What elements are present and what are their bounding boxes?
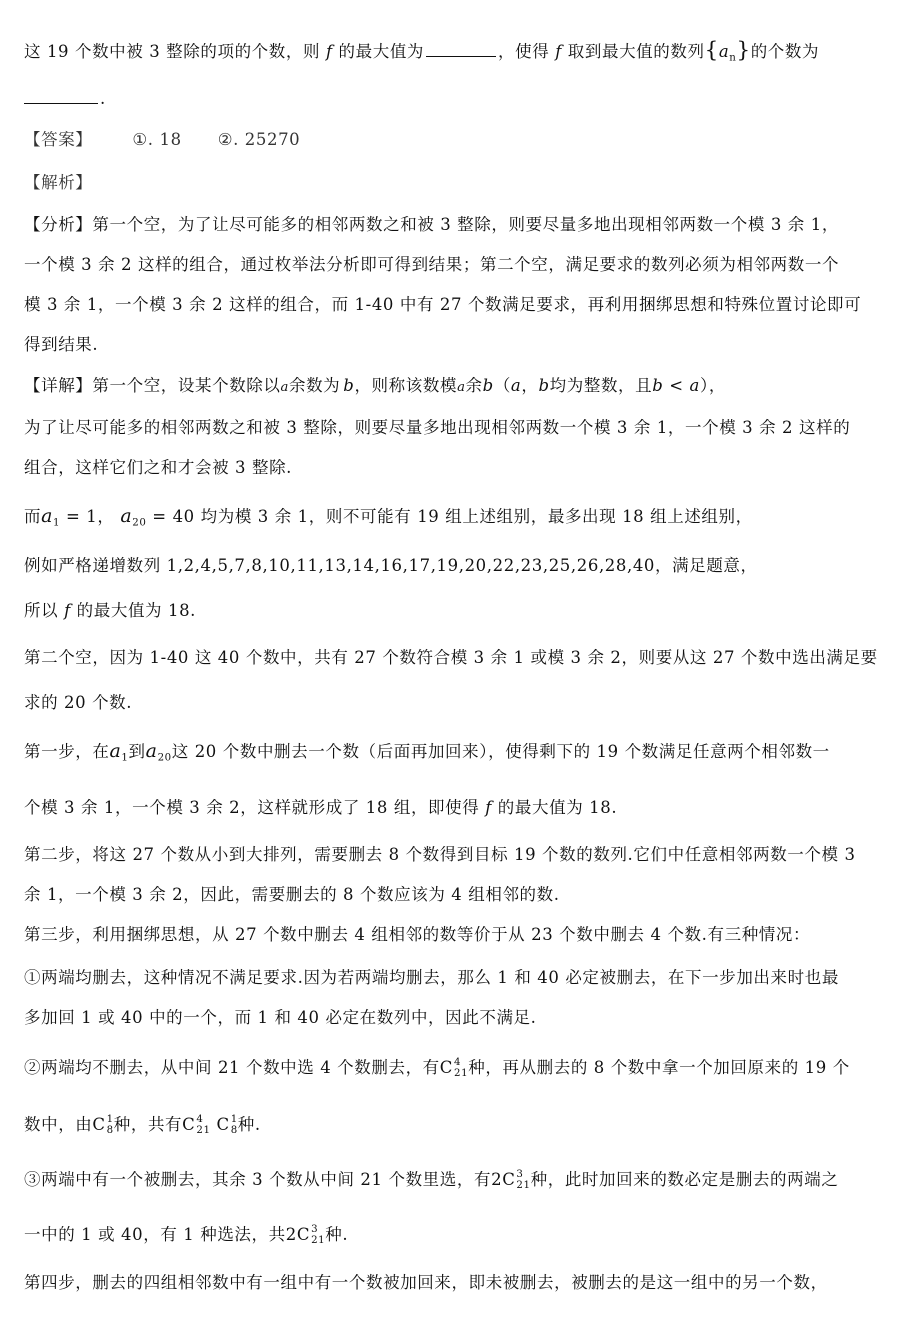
text: 均为模 3 余 1，则不可能有 19 组上述组别，最多出现 18 组上述组别，	[200, 507, 753, 526]
math-sup: 3	[311, 1223, 319, 1235]
case1-line-2	[24, 1005, 884, 1031]
text: 取到最大值的数列	[567, 42, 705, 61]
math-eq: = 1	[60, 507, 98, 526]
text: 第三步，利用捆绑思想，从 27 个数中删去 4 组相邻的数等价于从 23 个数中删去 4 个数.有三种情况：	[24, 925, 811, 944]
math-sub: 21	[196, 1124, 211, 1136]
math-comb: C	[502, 1170, 516, 1189]
math-b: b	[538, 376, 550, 395]
math-a: a	[145, 740, 158, 762]
text: 余 1，一个模 3 余 2，因此，需要删去的 8 个数应该为 4 组相邻的数.	[24, 885, 560, 904]
text: .	[100, 89, 106, 108]
text: 例如严格递增数列 1,2,4,5,7,8,10,11,13,14,16,17,19,20,22,23,25,26,28,40，满足题意，	[24, 556, 758, 575]
math-sub: n	[729, 52, 737, 64]
math-b: b	[652, 376, 664, 395]
math-eq: = 40	[146, 507, 195, 526]
text: 【详解】第一个空，设某个数除以	[24, 376, 281, 395]
math-sub: 21	[311, 1234, 326, 1246]
case2-line-2	[24, 1112, 884, 1138]
math-comb: C	[296, 1225, 311, 1244]
text: 均为整数，且	[549, 376, 653, 395]
math-a: a	[120, 505, 133, 527]
math-comb: C	[439, 1058, 454, 1077]
text: ，则称该数模	[354, 376, 458, 395]
step2-line-1	[24, 842, 884, 868]
text: ，	[97, 507, 115, 526]
text: 余数为	[288, 376, 341, 395]
math-f: f	[64, 601, 71, 620]
step4-line	[24, 1270, 884, 1296]
math-b: b	[482, 376, 494, 395]
text: 一中的 1 或 40，有 1 种选法，共	[24, 1225, 286, 1244]
math-a: a	[41, 505, 54, 527]
p4-line	[24, 553, 884, 579]
math-sup: 4	[454, 1056, 462, 1068]
question-line-2	[24, 86, 884, 112]
text: 种，共有	[113, 1115, 183, 1134]
text: 第一步，在	[24, 742, 110, 761]
math-comb-indices	[454, 1058, 468, 1079]
analysis-tag	[24, 170, 884, 196]
step1-line-1	[24, 738, 884, 772]
math-a: a	[457, 380, 466, 395]
math-sub: 20	[132, 517, 147, 529]
text: 模 3 余 1，一个模 3 余 2 这样的组合，而 1-40 中有 27 个数满足要求，再利用捆绑思想和特殊位置讨论即可	[24, 295, 862, 314]
text: ③两端中有一个被删去，其余 3 个数从中间 21 个数里选，有	[24, 1170, 492, 1189]
case3-line-2	[24, 1222, 884, 1248]
math-sup: 3	[516, 1168, 524, 1180]
math-f: f	[555, 42, 562, 61]
answer-2: ②. 25270	[217, 130, 301, 149]
step1-line-2	[24, 795, 884, 821]
text: 种.	[237, 1115, 261, 1134]
math-sub: 8	[230, 1124, 238, 1136]
xiangjie-line	[24, 373, 884, 401]
math-lt: <	[663, 376, 690, 395]
text: 个模 3 余 1，一个模 3 余 2，这样就形成了 18 组，即使得	[24, 798, 480, 817]
text: ②两端均不删去，从中间 21 个数中选 4 个数删去，有	[24, 1058, 440, 1077]
text: 求的 20 个数.	[24, 693, 133, 712]
math-coef: 2	[285, 1225, 297, 1244]
text: 种，此时加回来的数必定是删去的两端之	[530, 1170, 839, 1189]
text: ①两端均删去，这种情况不满足要求.因为若两端均删去，那么 1 和 40 必定被删去，在下一步加出来时也最	[24, 968, 839, 987]
step3-line	[24, 922, 884, 948]
case2-line-1	[24, 1055, 884, 1081]
text: 的最大值为 18.	[497, 798, 618, 817]
p6-line-2	[24, 690, 884, 716]
text: 这 20 个数中删去一个数（后面再加回来），使得剩下的 19 个数满足任意两个相邻数一	[171, 742, 830, 761]
math-a: a	[718, 42, 730, 61]
math-comb-indices	[231, 1115, 238, 1136]
fenxi-line-2	[24, 252, 884, 278]
math-comb: C	[182, 1115, 196, 1134]
math-a: a	[280, 380, 289, 395]
text: ，	[521, 376, 539, 395]
math-a: a	[109, 740, 122, 762]
text: 第四步，删去的四组相邻数中有一组中有一个数被加回来，即未被删去，被删去的是这一组中的另一个数，	[24, 1273, 828, 1292]
step2-line-2	[24, 882, 884, 908]
math-comb: C	[92, 1115, 106, 1134]
fenxi-line-1	[24, 212, 884, 238]
text: 一个模 3 余 2 这样的组合，通过枚举法分析即可得到结果；第二个空，满足要求的数列必须为相邻两数一个	[24, 255, 840, 274]
text: 这 19 个数中被 3 整除的项的个数，则	[24, 42, 321, 61]
fenxi-line-3	[24, 292, 884, 318]
p5-line	[24, 598, 884, 624]
p2-line-1	[24, 415, 884, 441]
math-sub: 21	[454, 1067, 469, 1079]
answer-1: ①. 18	[132, 130, 182, 149]
text: 第二步，将这 27 个数从小到大排列，需要删去 8 个数得到目标 19 个数的数列.它们中任意相邻两数一个模 3	[24, 845, 856, 864]
math-brace: {	[704, 38, 719, 63]
math-comb-indices	[311, 1225, 325, 1246]
math-comb-indices	[516, 1170, 530, 1191]
text: 种.	[325, 1225, 349, 1244]
text: 种，再从删去的 8 个数中拿一个加回原来的 19 个	[468, 1058, 850, 1077]
answer-blank-2	[24, 87, 98, 104]
math-sub: 1	[121, 752, 129, 764]
text: 第二个空，因为 1-40 这 40 个数中，共有 27 个数符合模 3 余 1 或模 3 余 2，则要从这 27 个数中选出满足要	[24, 648, 878, 667]
answer-line	[24, 127, 884, 153]
text: 【解析】	[24, 173, 93, 192]
math-a: a	[510, 376, 522, 395]
p3-line	[24, 503, 884, 537]
text: 得到结果.	[24, 335, 99, 354]
case3-line-1	[24, 1167, 884, 1193]
math-brace: }	[736, 38, 751, 63]
math-f: f	[325, 42, 333, 61]
text: 多加回 1 或 40 中的一个，而 1 和 40 必定在数列中，因此不满足.	[24, 1008, 537, 1027]
text: 而	[24, 507, 42, 526]
text: ，使得	[498, 42, 550, 61]
text: 的最大值为	[338, 42, 425, 61]
math-comb-indices	[196, 1115, 210, 1136]
p2-line-2	[24, 455, 884, 481]
text: 【分析】第一个空，为了让尽可能多的相邻两数之和被 3 整除，则要尽量多地出现相邻两数一个模 3 余 1，	[24, 215, 839, 234]
text: 数中，由	[24, 1115, 93, 1134]
math-sub: 1	[53, 517, 61, 529]
math-sub: 8	[106, 1124, 114, 1136]
math-coef: 2	[491, 1170, 503, 1189]
text: 所以	[24, 601, 59, 620]
text: 的个数为	[750, 42, 820, 61]
answer-blank-1	[426, 40, 496, 57]
math-sup: 1	[106, 1113, 114, 1125]
text: 组合，这样它们之和才会被 3 整除.	[24, 458, 293, 477]
question-line-1	[24, 38, 884, 72]
text: ），	[699, 376, 726, 395]
case1-line-1	[24, 965, 884, 991]
math-sub: 21	[516, 1179, 531, 1191]
text: 为了让尽可能多的相邻两数之和被 3 整除，则要尽量多地出现相邻两数一个模 3 余 1，一个模 3 余 2 这样的	[24, 418, 851, 437]
math-a: a	[689, 376, 700, 395]
math-sup: 1	[230, 1113, 238, 1125]
text: 到	[128, 742, 146, 761]
math-comb: C	[216, 1115, 230, 1134]
p6-line-1	[24, 645, 884, 671]
math-f: f	[485, 798, 492, 817]
math-b: b	[343, 376, 355, 395]
math-comb-indices	[107, 1115, 114, 1136]
answer-tag: 【答案】	[24, 130, 93, 149]
text: （	[493, 376, 511, 395]
text: 余	[465, 376, 483, 395]
math-sub: 20	[157, 752, 172, 764]
math-sup: 4	[196, 1113, 204, 1125]
fenxi-line-4	[24, 332, 884, 358]
text: 的最大值为 18.	[76, 601, 197, 620]
